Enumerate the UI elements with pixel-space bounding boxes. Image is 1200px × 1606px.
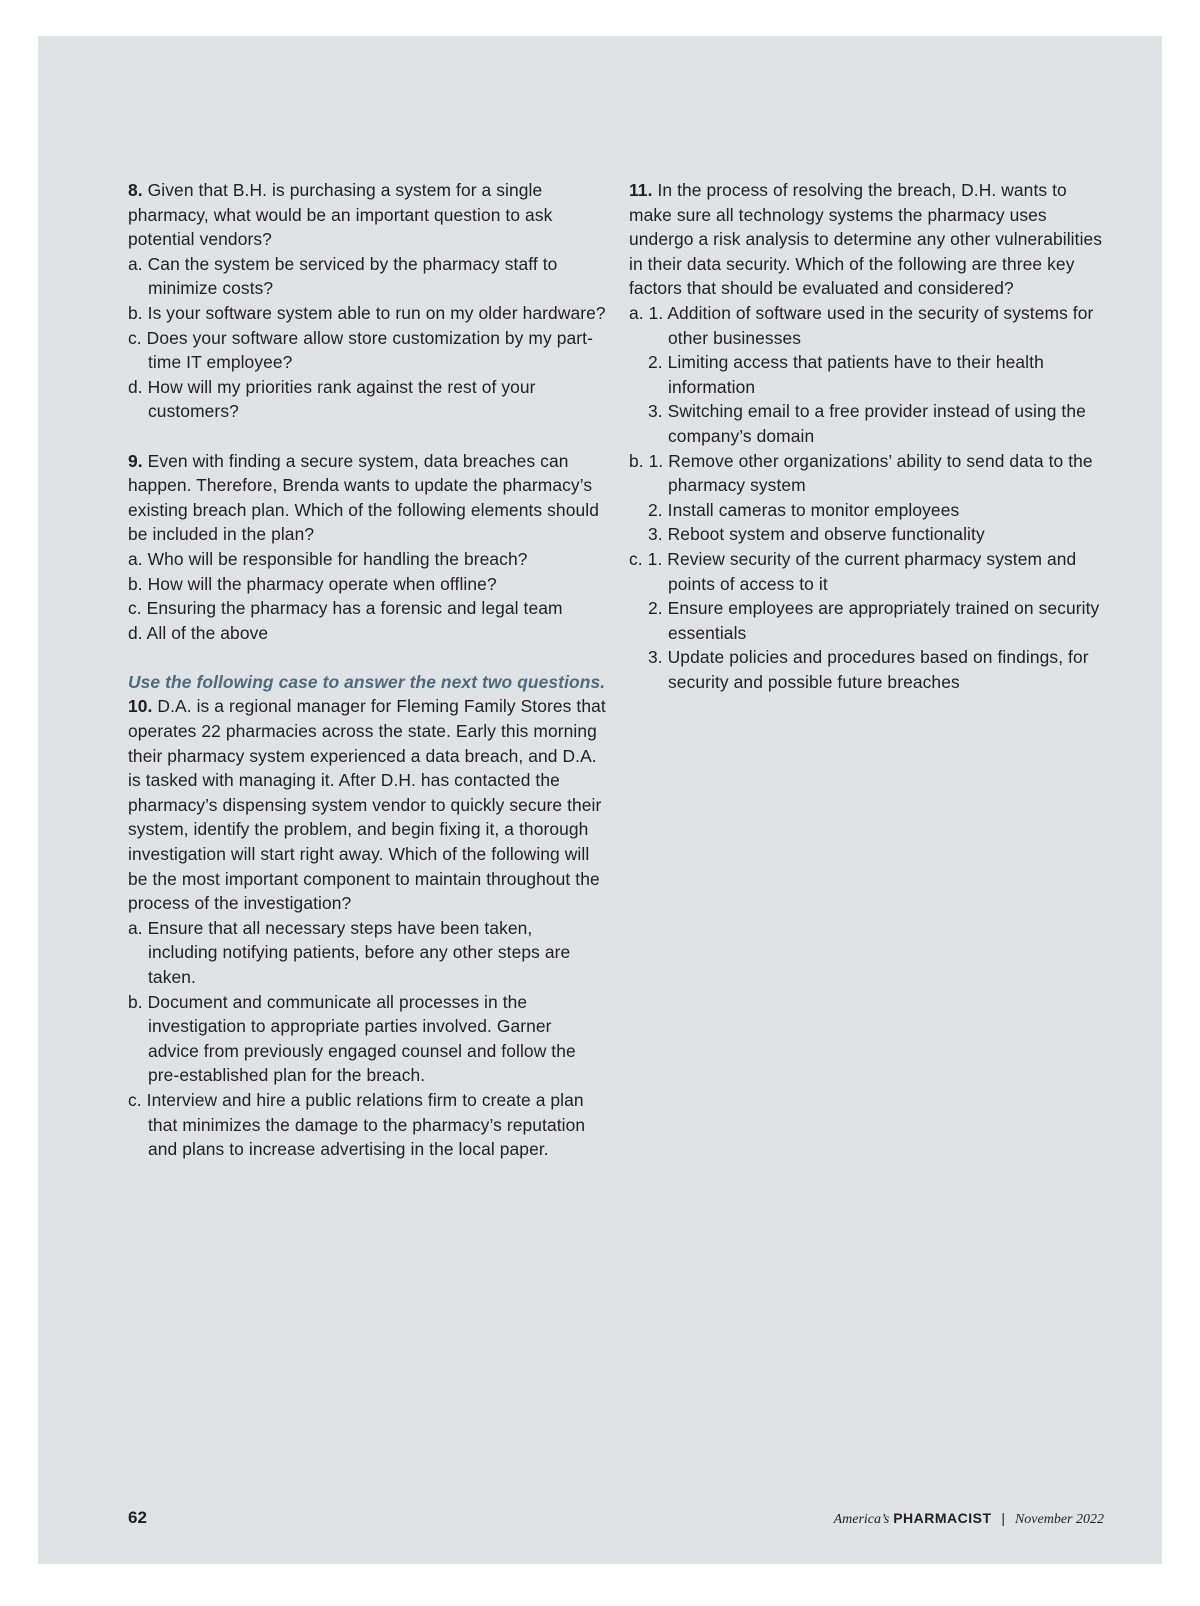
answer-option-a [629,301,1109,449]
answer-option: c. Interview and hire a public relations firm to create a plan that minimizes the damage to the pharmacy’s reputation and plans to increase advertising in the local paper. [128,1089,586,1160]
answer-option-c [629,547,1109,695]
left-column [128,178,606,1162]
option-item-text: 1. Review security of the current pharmacy system and points of access to it [647,548,1077,594]
answer-option-b [629,449,1109,547]
question-number: 11. [629,180,653,200]
option-item: 3. Update policies and procedures based on findings, for security and possible future breaches [648,647,1089,692]
answer-option: c. Does your software allow store customization by my part-time IT employee? [128,327,593,373]
question-number: 10. [128,696,153,717]
option-item: 2. Limiting access that patients have to their health information [648,352,1044,397]
option-item [629,301,1109,350]
answer-option: a. Can the system be serviced by the pharmacy staff to minimize costs? [128,253,558,299]
answer-option: a. Who will be responsible for handling the breach? [128,548,528,569]
footer-separator: | [1001,1510,1006,1526]
running-footer [834,1510,1104,1528]
answer-option: b. Document and communicate all processes in the investigation to appropriate parties involved. Garner advice from previously engaged counsel and follow the pre-established plan for the breach. [128,991,576,1086]
question-number: 9. [128,450,143,471]
issue-date: November 2022 [1014,1512,1104,1527]
answer-option: d. All of the above [128,622,269,643]
answer-option: a. Ensure that all necessary steps have been taken, including notifying patients, before any other steps are taken. [128,917,571,987]
answer-option: d. How will my priorities rank against the rest of your customers? [128,376,536,422]
option-item: 2. Install cameras to monitor employees [648,499,960,520]
magazine-name-italic: America’s [833,1512,890,1527]
question-stem [128,178,606,252]
right-column [629,178,1109,694]
page-number: 62 [128,1508,147,1527]
question-stem [629,178,1109,301]
answer-option: b. Is your software system able to run on my older hardware? [128,302,606,323]
option-item: 3. Reboot system and observe functionality [648,524,985,545]
option-letter: b. [629,450,644,471]
option-item-text: 1. Remove other organizations’ ability to send data to the pharmacy system [648,450,1093,496]
option-item: 2. Ensure employees are appropriately trained on security essentials [648,598,1100,643]
answer-option: b. How will the pharmacy operate when offline? [128,573,497,594]
option-item [629,547,1109,596]
question-8 [128,178,606,424]
question-stem [128,694,606,915]
option-item [629,449,1109,498]
case-heading: Use the following case to answer the next two questions. [128,671,606,692]
question-number: 8. [128,180,143,200]
question-10 [128,694,606,1161]
question-11 [629,178,1109,694]
question-9 [128,449,606,646]
question-text: Given that B.H. is purchasing a system for a single pharmacy, what would be an important question to ask potential vendors? [128,180,553,250]
option-item: 3. Switching email to a free provider instead of using the company’s domain [648,401,1086,446]
answer-option: c. Ensuring the pharmacy has a forensic and legal team [128,598,563,619]
question-text: In the process of resolving the breach, D.H. wants to make sure all technology systems the pharmacy uses undergo a risk analysis to determine any other vulnerabilities in their data security. Which of the following are three key factors that should be evaluated and considered? [629,180,1103,299]
option-letter: a. [629,302,644,323]
magazine-name-bold: PHARMACIST [893,1510,992,1526]
question-text: D.A. is a regional manager for Fleming Family Stores that operates 22 pharmacies across the state. Early this morning their pharmacy system experienced a data breach, and D.A. is tasked with managing it. After D.H. has contacted the pharmacy’s dispensing system vendor to quickly secure their system, identify the problem, and begin fixing it, a thorough investigation will start right away. Which of the following will be the most important component to maintain throughout the process of the investigation? [128,696,606,914]
option-letter: c. [629,548,643,569]
question-text: Even with finding a secure system, data breaches can happen. Therefore, Brenda wants to update the pharmacy’s existing breach plan. Which of the following elements should be included in the plan? [128,450,599,545]
question-stem [128,449,606,547]
option-item-text: 1. Addition of software used in the security of systems for other businesses [648,302,1094,348]
